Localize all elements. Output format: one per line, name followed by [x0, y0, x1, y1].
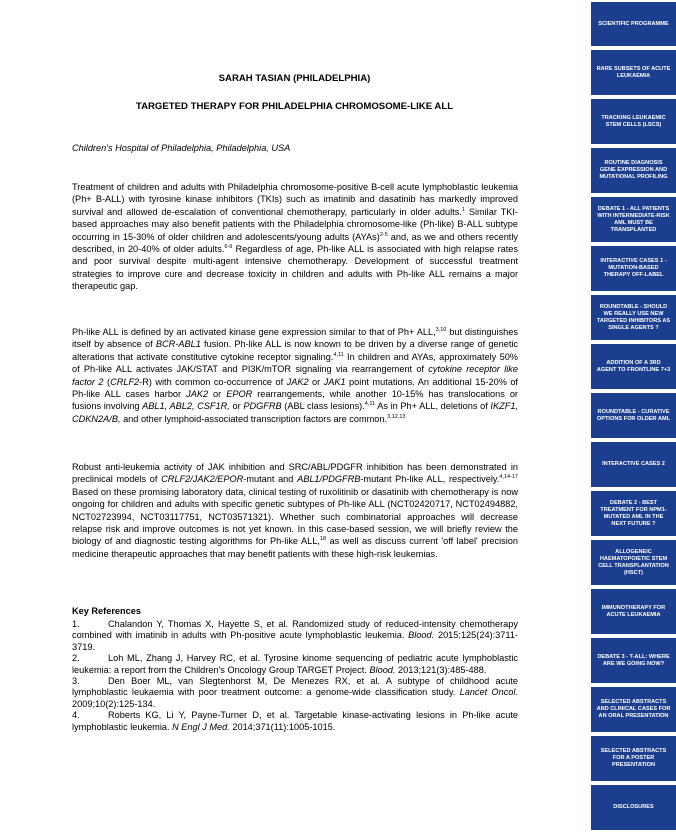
reference-item: 1. Chalandon Y, Thomas X, Hayette S, et al. Randomized study of reduced-intensity chemotherapy combined with imatinib in adults with Ph-positive acute lymphoblastic leukemia. Blood. 2015;125(24):3711-3719.: [72, 619, 518, 652]
paragraph-2: Ph-like ALL is defined by an activated kinase gene expression similar to that of Ph+ ALL,$^{3,10}$ but distinguishes itself by absence of BCR-ABL1 fusion. Ph-like ALL is now known to be driven by a diverse range of genetic alterations that activate constitutive cytokine receptor signaling.$^{4,11}$ In children and AYAs, approximately 50% of Ph-like ALL activates JAK/STAT and PI3K/mTOR signaling via rearrangement of cytokine receptor like factor 2 (CRLF2-R) with common co-occurrence of JAK2 or JAK1 point mutations. An additional 15-20% of Ph-like ALL cases harbor JAK2 or EPOR rearrangements, while another 10-15% has translocations or fusions involving ABL1, ABL2, CSF1R, or PDGFRB (ABL class lesions).$^{4,11}$ As in Ph+ ALL, deletions of IKZF1, CDKN2A/B, and other lymphoid-associated transcription factors are common.$^{3,12,13}$: [72, 326, 519, 424]
paragraph-3: Robust anti-leukemia activity of JAK inhibition and SRC/ABL/PDGFR inhibition has been demonstrated in preclinical models of CRLF2/JAK2/EPOR-mutant and ABL1/PDGFRB-mutant Ph-like ALL, respectively.$^{4,14-17}$ Based on these promising laboratory data, clinical testing of ruxolitinib or dasatinib with chemotherapy is now ongoing for children and adults with specific genetic subtypes of Ph-like ALL (NCT02420717, NCT02494882, NCT02723994, NCT03117751, NCT03571321). Whether such combinatorial approaches will decrease relapse risk and improve outcomes is not yet known. In this case-based session, we will briefly review the biology of and diagnostic testing algorithms for Ph-like ALL,$^{18}$ as well as discuss current 'off label' precision medicine therapeutic approaches that may benefit patients with these high-risk leukemias.: [72, 462, 519, 559]
sidebar-item-rare-subsets[interactable]: RARE SUBSETS OF ACUTE LEUKAEMIA: [591, 50, 676, 95]
sidebar-nav: [591, 0, 676, 832]
article-title: TARGETED THERAPY FOR PHILADELPHIA CHROMOSOME-LIKE ALL: [135, 101, 454, 112]
sidebar-item-roundtable-inhibitors[interactable]: ROUNDTABLE - SHOULD WE REALLY USE NEW TARGETED INHIBITORS AS SINGLE AGENTS ?: [591, 295, 676, 340]
author-heading: SARAH TASIAN (PHILADELPHIA): [218, 73, 371, 84]
affiliation: Children's Hospital of Philadelphia, Philadelphia, USA: [72, 143, 291, 153]
reference-item: 3. Den Boer ML, van Slegtenhorst M, De Menezes RX, et al. A subtype of childhood acute lymphoblastic leukaemia with poor treatment outcome: a genome-wide classification study. Lancet Oncol. 2009;10(2):125-134.: [72, 676, 518, 709]
sidebar-item-debate-1[interactable]: DEBATE 1 - ALL PATIENTS WITH INTERMEDIATE-RISK AML MUST BE TRANSPLANTED: [591, 197, 676, 242]
sidebar-item-roundtable-older-aml[interactable]: ROUNDTABLE - CURATIVE OPTIONS FOR OLDER AML: [591, 393, 676, 438]
sidebar-item-interactive-cases-2[interactable]: INTERACTIVE CASES 2: [591, 442, 676, 487]
sidebar-item-debate-3[interactable]: DEBATE 3 - T-ALL: WHERE ARE WE GOING NOW?: [591, 638, 676, 683]
reference-item: 4. Roberts KG, Li Y, Payne-Turner D, et al. Targetable kinase-activating lesions in Ph-like acute lymphoblastic leukemia. N Engl J Med. 2014;371(11):1005-1015.: [72, 710, 518, 732]
sidebar-item-oral-abstracts[interactable]: SELECTED ABSTRACTS AND CLINICAL CASES FOR AN ORAL PRESENTATION: [591, 687, 676, 732]
sidebar-item-debate-2[interactable]: DEBATE 2 - BEST TREATMENT FOR NPM1-MUTATED AML IN THE NEXT FUTURE ?: [591, 491, 676, 536]
reference-item: 2. Loh ML, Zhang J, Harvey RC, et al. Tyrosine kinome sequencing of pediatric acute lymphoblastic leukemia: a report from the Children's Oncology Group TARGET Project. Blood. 2013;121(3):485-488.: [72, 653, 518, 675]
sidebar-item-scientific-programme[interactable]: SCIENTIFIC PROGRAMME: [591, 2, 676, 46]
sidebar-item-tracking-lscs[interactable]: TRACKING LEUKAEMIC STEM CELLS (LSCS): [591, 99, 676, 144]
sidebar-item-third-agent[interactable]: ADDITION OF A 3RD AGENT TO FRONTLINE 7+3: [591, 344, 676, 389]
references-heading: Key References: [72, 606, 141, 616]
sidebar-item-interactive-cases-1[interactable]: INTERACTIVE CASES 1 - MUTATION-BASED THERAPY OFF-LABEL: [591, 246, 676, 291]
sidebar-item-routine-diagnosis[interactable]: ROUTINE DIAGNOSIS GENE EXPRESSION AND MUTATIONAL PROFILING: [591, 148, 676, 193]
sidebar-item-allogeneic-hsct[interactable]: ALLOGENEIC HAEMATOPOIETIC STEM CELL TRANSPLANTATION (HSCT): [591, 540, 676, 585]
sidebar-item-immunotherapy[interactable]: IMMUNOTHERAPY FOR ACUTE LEUKAEMIA: [591, 589, 676, 634]
sidebar-item-poster-abstracts[interactable]: SELECTED ABSTRACTS FOR A POSTER PRESENTATION: [591, 736, 676, 781]
references-list: [72, 619, 518, 733]
paragraph-1: Treatment of children and adults with Philadelphia chromosome-positive B-cell acute lymphoblastic leukemia (Ph+ B-ALL) with tyrosine kinase inhibitors (TKIs) such as imatinib and dasatinib has markedly improved survival and allowed de-escalation of conventional chemotherapy, particularly in older adults.$^1$ Similar TKI-based approaches may also benefit patients with the Philadelphia chromosome-like (Ph-like) B-ALL subtype occurring in 15-30% of older children and adolescents/young adults (AYAs)$^{2-5}$ and, as we and others recently described, in 20-40% of older adults.$^{6-9}$ Regardless of age, Ph-like ALL is associated with high relapse rates and poor survival despite multi-agent intensive chemotherapy. Development of successful treatment strategies to improve cure and decrease toxicity in children and adults with Ph-like ALL remains a major therapeutic gap.: [72, 182, 518, 292]
sidebar-item-disclosures[interactable]: DISCLOSURES: [591, 785, 676, 830]
